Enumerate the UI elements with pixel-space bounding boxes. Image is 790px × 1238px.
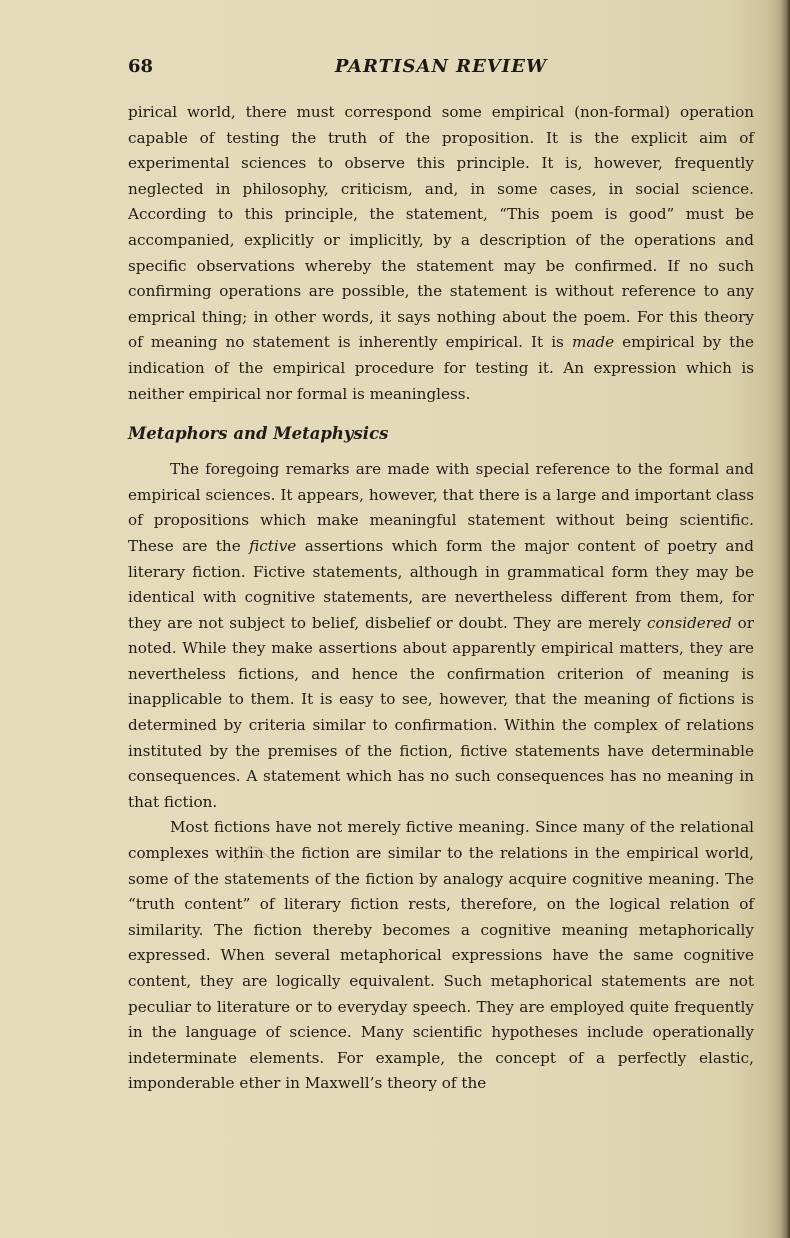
paragraph-text: Most fictions have not merely fictive meaning. Since many of the relational complexes within the fiction are similar to the relations in the empirical world, some of the statements of the fiction by analogy acquire cognitive meaning. The “truth content” of literary fiction rests, therefore, on the logical relation of similarity. The fiction thereby becomes a cognitive meaning metaphorically expressed. When several metaphorical expressions have the same cognitive content, they are logically equivalent. Such metaphorical statements are not peculiar to literature or to everyday speech. They are employed quite frequently in the language of science. Many scientific hypotheses include operationally indeterminate elements. For example, the concept of a perfectly elastic, imponderable ether in Maxwell’s theory of the [128, 818, 754, 1093]
emphasis-text: fictive [249, 536, 297, 555]
paragraph-text: The foregoing remarks are made with special reference to the formal and empirical sciences. It appears, however, that there is a large and important class of propositions which make meaningful statement without being scientific. These are the [128, 460, 754, 555]
section-heading: Metaphors and Metaphysics [128, 424, 389, 444]
page-number: 68 [128, 56, 154, 77]
paragraph [128, 815, 754, 1097]
paragraph-text: assertions which form the major content of poetry and literary fiction. Fictive statements, although in grammatical form they may be identical with cognitive statements, are nevertheless different from them, for they are not subject to belief, disbelief or doubt. They are merely [128, 536, 754, 632]
running-head: PARTISAN REVIEW [334, 56, 548, 77]
body-text [128, 100, 754, 1097]
emphasis-text: made [571, 333, 615, 352]
paragraph [128, 457, 754, 815]
paragraph-text: empirical by the indication of the empirical procedure for testing it. An expression which is neither empirical nor formal is meaningless. [128, 333, 754, 403]
paragraph-continued [128, 100, 754, 407]
paragraph-text: pirical world, there must correspond some empirical (non-formal) operation capable of testing the truth of the proposition. It is the explicit aim of experimental sciences to observe this principle. It is, however, frequently neglected in philosophy, criticism, and, in some cases, in social science. According to this principle, the statement, “This poem is good” must be accompanied, explicitly or implicitly, by a description of the operations and specific observations whereby the statement may be confirmed. If no such confirming operations are possible, the statement is without reference to any emprical thing; in other words, it says nothing about the poem. For this theory of meaning no statement is inherently empirical. It is [128, 103, 754, 352]
page-edge-shadow [780, 0, 790, 1238]
emphasis-text: considered [646, 613, 732, 632]
pencil-mark-icon [228, 838, 288, 868]
paragraph-text: or noted. While they make assertions about apparently empirical matters, they are nevertheless fictions, and hence the confirmation criterion of meaning is inapplicable to them. It is easy to see, however, that the meaning of fictions is determined by criteria similar to confirmation. Within the complex of relations instituted by the premises of the fiction, fictive statements have determinable consequences. A statement which has no such consequences has no meaning in that fiction. [128, 613, 754, 811]
page-header [128, 48, 754, 88]
